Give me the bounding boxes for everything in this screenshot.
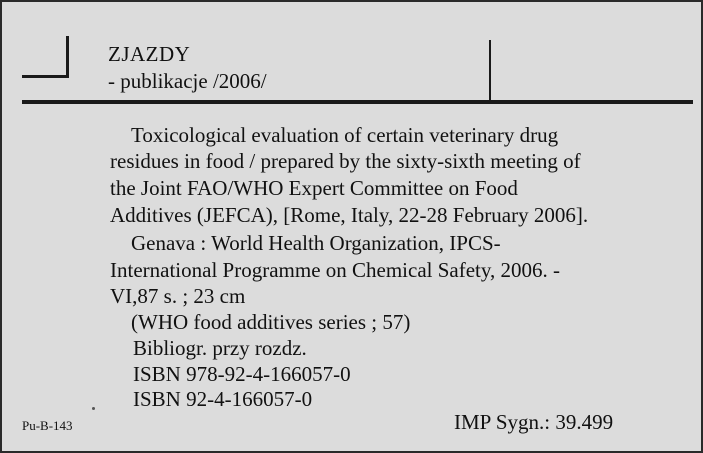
record-line-extent: VI,87 s. ; 23 cm xyxy=(110,284,246,308)
record-line-title-2: residues in food / prepared by the sixty-sixth meeting of xyxy=(110,149,581,173)
record-line-title-1: Toxicological evaluation of certain veterinary drug xyxy=(131,123,559,147)
ink-speck xyxy=(92,407,95,410)
record-line-title-4: Additives (JEFCA), [Rome, Italy, 22-28 February 2006]. xyxy=(110,203,589,227)
record-line-bibliography: Bibliogr. przy rozdz. xyxy=(133,336,307,360)
subject-heading: ZJAZDY xyxy=(108,42,191,66)
record-line-isbn-1: ISBN 978-92-4-166057-0 xyxy=(133,362,351,386)
record-line-title-3: the Joint FAO/WHO Expert Committee on Food xyxy=(110,176,518,200)
record-line-publisher-1: Genava : World Health Organization, IPCS- xyxy=(131,231,501,255)
subject-subheading: - publikacje /2006/ xyxy=(108,69,267,93)
heading-rule xyxy=(22,100,693,104)
record-line-publisher-2: International Programme on Chemical Safety, 2006. - xyxy=(110,258,561,282)
corner-mark-vertical xyxy=(66,36,69,78)
heading-divider-vertical xyxy=(489,40,491,102)
record-line-isbn-2: ISBN 92-4-166057-0 xyxy=(133,387,313,411)
corner-mark-horizontal xyxy=(22,75,69,78)
call-number: IMP Sygn.: 39.499 xyxy=(454,410,614,434)
location-code: Pu-B-143 xyxy=(22,418,73,433)
record-line-series: (WHO food additives series ; 57) xyxy=(131,310,411,334)
